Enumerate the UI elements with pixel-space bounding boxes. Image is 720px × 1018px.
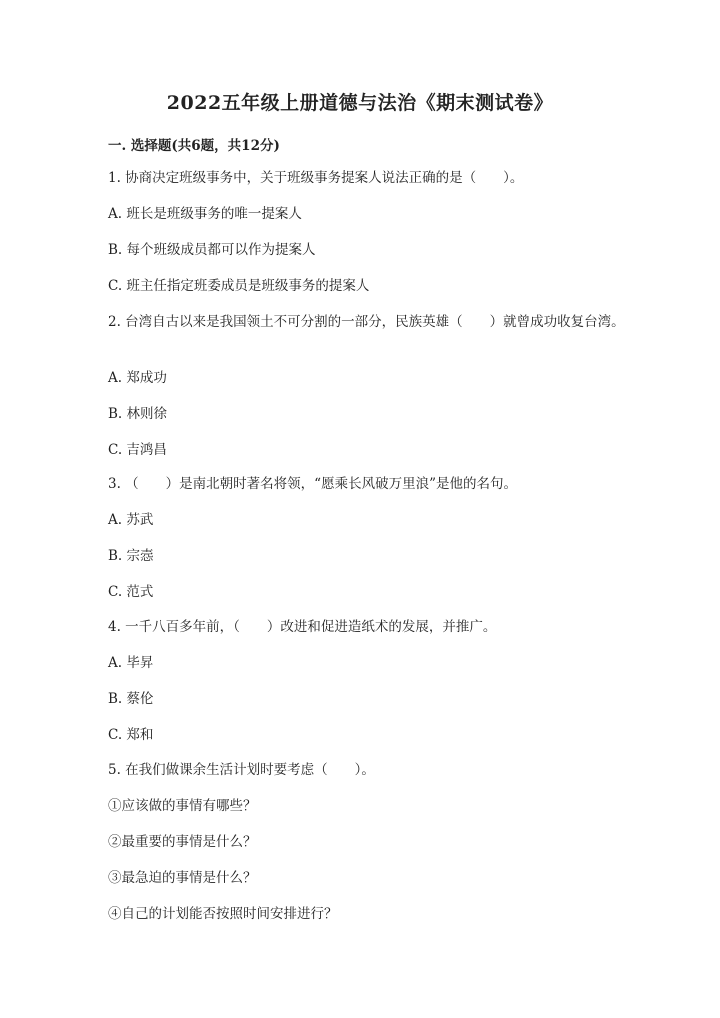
section-heading: 一. 选择题(共6题，共12分): [108, 138, 280, 154]
question-4-option-b: B. 蔡伦: [108, 691, 154, 707]
question-5-stem: 5. 在我们做课余生活计划时要考虑（ ）。: [108, 762, 375, 778]
question-4-stem: 4. 一千八百多年前，（ ）改进和促进造纸术的发展，并推广。: [108, 619, 497, 635]
question-2-stem: 2. 台湾自古以来是我国领土不可分割的一部分，民族英雄（ ）就曾成功收复台湾。: [108, 314, 625, 330]
question-3-option-c: C. 范式: [108, 584, 154, 600]
question-1-option-b: B. 每个班级成员都可以作为提案人: [108, 242, 316, 258]
question-5-item-2: ②最重要的事情是什么？: [108, 834, 257, 850]
question-4-option-c: C. 郑和: [108, 727, 154, 743]
question-1-stem: 1. 协商决定班级事务中，关于班级事务提案人说法正确的是（ ）。: [108, 170, 524, 186]
question-1-option-a: A. 班长是班级事务的唯一提案人: [108, 206, 302, 222]
question-5-item-1: ①应该做的事情有哪些？: [108, 798, 257, 814]
question-3-option-b: B. 宗悫: [108, 548, 154, 564]
question-2-option-b: B. 林则徐: [108, 406, 168, 422]
question-3-option-a: A. 苏武: [108, 512, 154, 528]
question-4-option-a: A. 毕昇: [108, 655, 154, 671]
question-5-item-4: ④自己的计划能否按照时间安排进行？: [108, 906, 338, 922]
question-1-option-c: C. 班主任指定班委成员是班级事务的提案人: [108, 278, 370, 294]
question-2-option-a: A. 郑成功: [108, 370, 167, 386]
question-3-stem: 3. （ ）是南北朝时著名将领，“愿乘长风破万里浪”是他的名句。: [108, 476, 517, 492]
question-5-item-3: ③最急迫的事情是什么？: [108, 870, 257, 886]
question-2-option-c: C. 吉鸿昌: [108, 442, 167, 458]
page-title: 2022五年级上册道德与法治《期末测试卷》: [166, 92, 554, 114]
